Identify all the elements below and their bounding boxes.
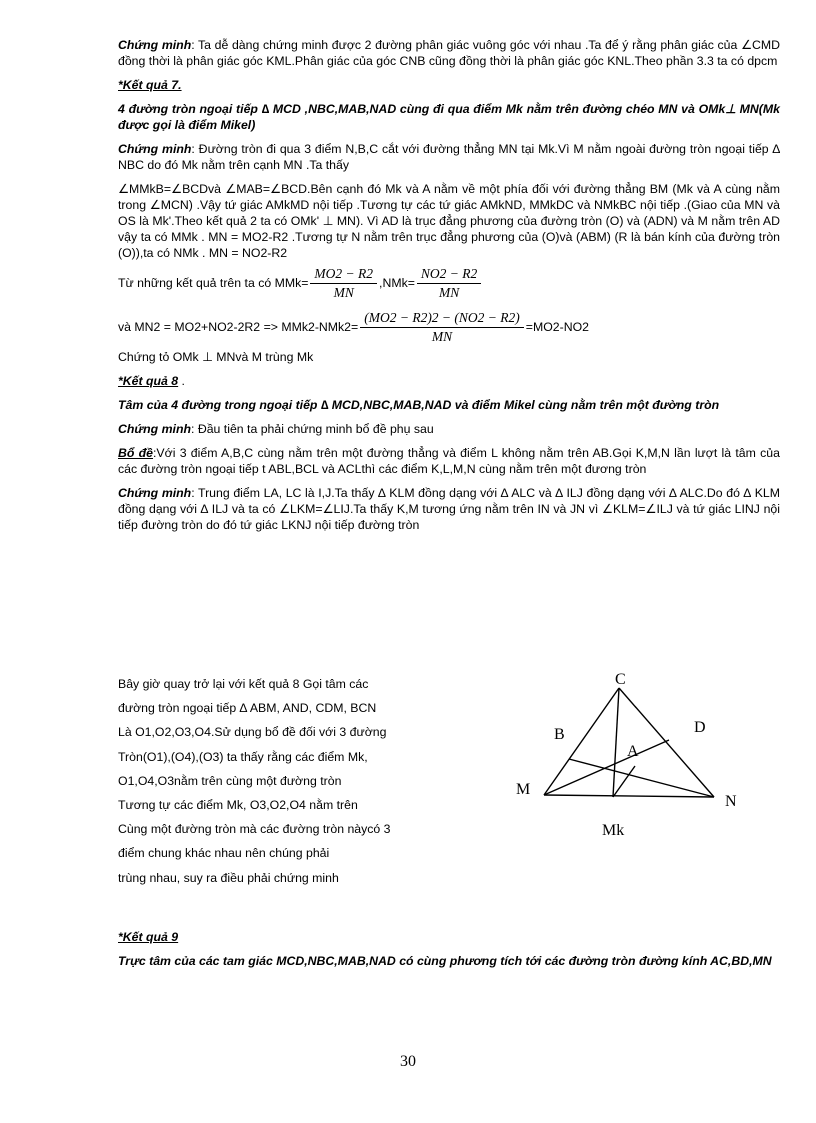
proof-paragraph-7: Chứng minh: Trung điểm LA, LC là I,J.Ta thấy ∆ KLM đồng dạng với ∆ ALC và ∆ ILJ đồng dạng với ∆ ALC.Do đó ∆ KLM đồng dạng với ∆ ILJ và ta có ∠LKM=∠LIJ.Ta thấy K,M tương ứng nằm trên IN và JN vì ∠KLM=∠ILJ và tứ giác LINJ nội tiếp đường tròn do đó tứ giác LKNJ nội tiếp đường tròn	[118, 486, 780, 532]
equation-2: và MN2 = MO2+NO2-2R2 => MMk2-NMk2= $\frac{(MO2 - R2)2 - (NO2 - R2)}{MN}$ =MO2-NO2	[118, 309, 589, 344]
label-m: M	[516, 781, 531, 798]
fraction-difference: $\frac{(MO2 - R2)2 - (NO2 - R2)}{MN}$	[360, 310, 524, 345]
page-number: 30	[400, 1053, 416, 1070]
result-9-statement: Trực tâm của các tam giác MCD,NBC,MAB,NAD có cùng phương tích tới các đường tròn đường kính AC,BD,MN	[118, 954, 772, 968]
left-column-text	[118, 672, 418, 890]
fraction-mmk: $\frac{MO2 - R2}{MN}$	[310, 266, 377, 301]
label-n: N	[725, 793, 737, 810]
label-c: C	[615, 671, 626, 688]
column-line: điểm chung khác nhau nên chúng phải	[118, 846, 330, 861]
lemma-paragraph: Bổ đề:Với 3 điểm A,B,C cùng nằm trên một đường thẳng và điểm L không nằm trên AB.Gọi K,M,N lần lượt là tâm của các đường tròn ngoại tiếp t ABL,BCL và ACLthì các điểm K,L,M,N cùng nằm trên một đương tròn	[118, 446, 780, 476]
column-line: Tương tự các điểm Mk, O3,O2,O4 nằm trên	[118, 798, 358, 813]
column-line: đường tròn ngoại tiếp ∆ ABM, AND, CDM, BCN	[118, 701, 377, 716]
geometry-figure	[508, 668, 758, 843]
label-mk: Mk	[602, 822, 625, 839]
line-ca-mk	[613, 688, 619, 797]
column-line: Bây giờ quay trở lại với kết quả 8 Gọi tâm các	[118, 677, 369, 691]
side-mn	[544, 795, 714, 797]
equation-1: Từ những kết quả trên ta có MMk= $\frac{MO2 - R2}{MN}$ ,NMk= $\frac{NO2 - R2}{MN}$	[118, 261, 780, 305]
column-line: Cùng một đường tròn mà các đường tròn nàycó 3	[118, 822, 391, 837]
result-7-heading: *Kết quả 7.	[118, 78, 182, 92]
label-d: D	[694, 719, 706, 736]
result-8-heading: *Kết quả 8 .	[118, 374, 185, 388]
document-body	[118, 37, 780, 533]
label-a: A	[627, 743, 639, 760]
column-line: Là O1,O2,O3,O4.Sử dụng bổ đề đối với 3 đường	[118, 725, 387, 740]
proof-paragraph-2: Chứng minh: Đường tròn đi qua 3 điểm N,B,C cắt với đường thẳng MN tại Mk.Vì M nằm ngoài đường tròn ngoại tiếp ∆ NBC do đó Mk nằm trên cạnh MN .Ta thấy	[118, 142, 780, 172]
proof-paragraph-1	[118, 37, 780, 69]
conclusion-line: Chứng tỏ OMk ⊥ MNvà M trùng Mk	[118, 350, 314, 364]
column-line: O1,O4,O3nằm trên cùng một đường tròn	[118, 773, 342, 788]
fraction-nmk: $\frac{NO2 - R2}{MN}$	[417, 266, 481, 301]
line-bn	[569, 759, 714, 797]
proof-paragraph-5: Chứng minh: Đầu tiên ta phải chứng minh bổ đề phụ sau	[118, 422, 434, 436]
proof-label: Chứng minh	[118, 38, 192, 52]
result-8-statement: Tâm của 4 đường trong ngoại tiếp ∆ MCD,NBC,MAB,NAD và điểm Mikel cùng nằm trên một đường tròn	[118, 398, 720, 412]
column-line: Tròn(O1),(O4),(O3) ta thấy rằng các điểm Mk,	[118, 749, 368, 764]
column-line: trùng nhau, suy ra điều phải chứng minh	[118, 870, 339, 885]
line-a-mk	[613, 766, 635, 797]
proof-text: : Ta dễ dàng chứng minh được 2 đường phân giác vuông góc với nhau .Ta để ý rằng phân giác của ∠CMD đồng thời là phân giác góc KML.Phân giác của góc CNB cũng đồng thời là phân giác góc KNL.Theo phần 3.3 ta có dpcm	[118, 38, 780, 68]
result-7-statement: 4 đường tròn ngoại tiếp ∆ MCD ,NBC,MAB,NAD cùng đi qua điểm Mk nằm trên đường chéo MN và OMk⊥ MN(Mk được gọi là điểm Mikel)	[118, 102, 780, 132]
result-9-heading: *Kết quả 9	[118, 930, 179, 944]
label-b: B	[554, 726, 565, 743]
result-9-block	[118, 929, 780, 969]
proof-paragraph-3: ∠MMkB=∠BCDvà ∠MAB=∠BCD.Bên cạnh đó Mk và A nằm về một phía đối với đường thẳng BM (Mk và A cùng nằm trong ∠MCN) .Vậy tứ giác AMkMD nội tiếp .Tương tự các tứ giác AMkND, MMkDC và NMkBC nội tiếp .(Giao của MN và OS là Mk'.Theo kết quả 2 ta có OMk' ⊥ MN). Vì AD là trục đẳng phương của đường tròn (O) và (ADN) và M nằm trên AD vậy ta có MMk . MN = MO2-R2 .Tương tự N nằm trên trục đẳng phương của (O)và (ABM) (R là bán kính của đường tròn (O)),ta có NMk . MN = NO2-R2	[118, 182, 780, 260]
